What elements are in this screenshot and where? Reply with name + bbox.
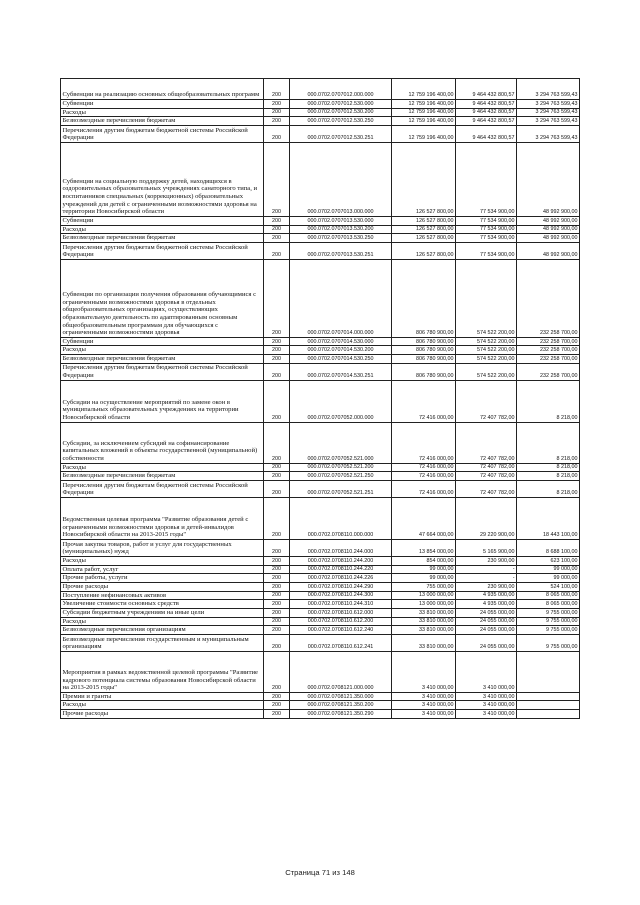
row-name-cell: Субвенции по организации получения образования обучающимися с ограниченными возможностями здоровья в отдельных общеобразовательных организациях, осуществляющих образовательную деятельность по адаптированным основным общеобразовательным программам для обучающихся с ограниченными возможностями здоровья <box>61 259 264 337</box>
row-executed-amount-cell: 24 055 000,00 <box>456 626 517 635</box>
row-executed-amount-cell: 574 522 200,00 <box>456 363 517 380</box>
row-group-code-cell: 200 <box>264 79 290 100</box>
row-approved-amount-cell: 33 810 000,00 <box>392 608 456 617</box>
row-approved-amount-cell: 126 527 800,00 <box>392 234 456 243</box>
row-name-cell: Перечисления другим бюджетам бюджетной системы Российской Федерации <box>61 125 264 142</box>
row-classification-code-cell: 000.0702.0708110.000.000 <box>290 498 392 540</box>
row-approved-amount-cell: 47 664 000,00 <box>392 498 456 540</box>
row-unexecuted-amount-cell: 8 065 000,00 <box>517 591 580 600</box>
row-classification-code-cell: 000.0702.0708110.612.241 <box>290 634 392 651</box>
table-row <box>61 355 580 364</box>
row-classification-code-cell: 000.0702.0707014.000.000 <box>290 259 392 337</box>
row-approved-amount-cell: 13 854 000,00 <box>392 540 456 557</box>
row-group-code-cell: 200 <box>264 363 290 380</box>
row-unexecuted-amount-cell: 623 100,00 <box>517 557 580 566</box>
row-executed-amount-cell: 77 534 900,00 <box>456 242 517 259</box>
row-unexecuted-amount-cell: 232 258 700,00 <box>517 346 580 355</box>
table-row <box>61 692 580 701</box>
row-unexecuted-amount-cell: 48 992 900,00 <box>517 225 580 234</box>
table-row <box>61 125 580 142</box>
row-classification-code-cell: 000.0702.0707052.521.251 <box>290 481 392 498</box>
row-group-code-cell: 200 <box>264 582 290 591</box>
table-row <box>61 565 580 574</box>
row-group-code-cell: 200 <box>264 422 290 463</box>
row-approved-amount-cell: 12 759 196 400,00 <box>392 117 456 126</box>
row-unexecuted-amount-cell: 524 100,00 <box>517 582 580 591</box>
row-group-code-cell: 200 <box>264 463 290 472</box>
row-approved-amount-cell: 806 780 900,00 <box>392 259 456 337</box>
budget-execution-table <box>60 78 580 719</box>
row-executed-amount-cell: 230 900,00 <box>456 557 517 566</box>
row-executed-amount-cell: 574 522 200,00 <box>456 355 517 364</box>
page-number-footer: Страница 71 из 148 <box>285 868 355 877</box>
row-name-cell: Расходы <box>61 701 264 710</box>
row-classification-code-cell: 000.0702.0708110.244.226 <box>290 574 392 583</box>
row-name-cell: Перечисления другим бюджетам бюджетной системы Российской Федерации <box>61 481 264 498</box>
row-group-code-cell: 200 <box>264 125 290 142</box>
row-classification-code-cell: 000.0702.0708110.244.000 <box>290 540 392 557</box>
row-approved-amount-cell: 755 000,00 <box>392 582 456 591</box>
row-name-cell: Субвенции <box>61 100 264 109</box>
row-approved-amount-cell: 3 410 000,00 <box>392 692 456 701</box>
row-classification-code-cell: 000.0702.0707012.530.251 <box>290 125 392 142</box>
row-group-code-cell: 200 <box>264 557 290 566</box>
row-name-cell: Расходы <box>61 617 264 626</box>
row-classification-code-cell: 000.0702.0708110.244.200 <box>290 557 392 566</box>
table-row <box>61 591 580 600</box>
table-row <box>61 422 580 463</box>
row-group-code-cell: 200 <box>264 225 290 234</box>
row-name-cell: Расходы <box>61 225 264 234</box>
row-executed-amount-cell: - <box>456 565 517 574</box>
row-executed-amount-cell: 3 410 000,00 <box>456 692 517 701</box>
row-name-cell: Прочие расходы <box>61 582 264 591</box>
row-name-cell: Субвенции <box>61 216 264 225</box>
table-row <box>61 634 580 651</box>
row-approved-amount-cell: 126 527 800,00 <box>392 242 456 259</box>
row-approved-amount-cell: 72 416 000,00 <box>392 472 456 481</box>
row-approved-amount-cell: 854 000,00 <box>392 557 456 566</box>
row-group-code-cell: 200 <box>264 701 290 710</box>
row-unexecuted-amount-cell: 9 755 000,00 <box>517 617 580 626</box>
row-group-code-cell: 200 <box>264 565 290 574</box>
row-approved-amount-cell: 806 780 900,00 <box>392 355 456 364</box>
row-classification-code-cell: 000.0702.0707012.530.200 <box>290 108 392 117</box>
row-name-cell: Субсидии на осуществление мероприятий по замене окон в муниципальных образовательных учреждениях на территории Новосибирской области <box>61 380 264 422</box>
row-unexecuted-amount-cell: 8 688 100,00 <box>517 540 580 557</box>
table-row <box>61 337 580 346</box>
row-classification-code-cell: 000.0702.0708121.350.290 <box>290 710 392 719</box>
row-approved-amount-cell: 806 780 900,00 <box>392 363 456 380</box>
row-group-code-cell: 200 <box>264 259 290 337</box>
row-group-code-cell: 200 <box>264 142 290 216</box>
row-name-cell: Прочие работы, услуги <box>61 574 264 583</box>
row-unexecuted-amount-cell <box>517 710 580 719</box>
row-unexecuted-amount-cell: 48 992 900,00 <box>517 234 580 243</box>
table-row <box>61 626 580 635</box>
row-approved-amount-cell: 99 000,00 <box>392 565 456 574</box>
row-approved-amount-cell: 99 000,00 <box>392 574 456 583</box>
row-unexecuted-amount-cell: 3 294 763 599,43 <box>517 79 580 100</box>
row-unexecuted-amount-cell <box>517 692 580 701</box>
table-row <box>61 234 580 243</box>
row-unexecuted-amount-cell: 232 258 700,00 <box>517 337 580 346</box>
row-name-cell: Субсидии бюджетным учреждениям на иные цели <box>61 608 264 617</box>
row-approved-amount-cell: 806 780 900,00 <box>392 337 456 346</box>
row-name-cell: Расходы <box>61 463 264 472</box>
table-row <box>61 710 580 719</box>
row-group-code-cell: 200 <box>264 540 290 557</box>
row-approved-amount-cell: 13 000 000,00 <box>392 600 456 609</box>
row-executed-amount-cell: 72 407 782,00 <box>456 463 517 472</box>
row-approved-amount-cell: 806 780 900,00 <box>392 346 456 355</box>
row-unexecuted-amount-cell: 8 065 000,00 <box>517 600 580 609</box>
table-body <box>61 79 580 719</box>
row-name-cell: Премии и гранты <box>61 692 264 701</box>
table-row <box>61 600 580 609</box>
table-row <box>61 472 580 481</box>
row-unexecuted-amount-cell: 8 218,00 <box>517 380 580 422</box>
row-approved-amount-cell: 33 810 000,00 <box>392 634 456 651</box>
row-group-code-cell: 200 <box>264 216 290 225</box>
row-unexecuted-amount-cell: 3 294 763 599,43 <box>517 117 580 126</box>
row-classification-code-cell: 000.0702.0708121.350.200 <box>290 701 392 710</box>
row-name-cell: Поступление нефинансовых активов <box>61 591 264 600</box>
row-group-code-cell: 200 <box>264 481 290 498</box>
row-unexecuted-amount-cell <box>517 701 580 710</box>
row-classification-code-cell: 000.0702.0707052.521.200 <box>290 463 392 472</box>
row-executed-amount-cell: 4 935 000,00 <box>456 591 517 600</box>
row-group-code-cell: 200 <box>264 651 290 692</box>
row-name-cell: Безвозмездные перечисления бюджетам <box>61 472 264 481</box>
row-classification-code-cell: 000.0702.0708110.244.310 <box>290 600 392 609</box>
row-group-code-cell: 200 <box>264 100 290 109</box>
row-executed-amount-cell: 72 407 782,00 <box>456 380 517 422</box>
table-row <box>61 363 580 380</box>
row-group-code-cell: 200 <box>264 234 290 243</box>
table-row <box>61 142 580 216</box>
row-unexecuted-amount-cell: 9 755 000,00 <box>517 634 580 651</box>
row-approved-amount-cell: 12 759 196 400,00 <box>392 108 456 117</box>
row-unexecuted-amount-cell: 9 755 000,00 <box>517 626 580 635</box>
row-executed-amount-cell: 29 220 900,00 <box>456 498 517 540</box>
row-executed-amount-cell: 4 935 000,00 <box>456 600 517 609</box>
row-unexecuted-amount-cell: 8 218,00 <box>517 481 580 498</box>
row-unexecuted-amount-cell: 3 294 763 599,43 <box>517 100 580 109</box>
row-unexecuted-amount-cell: 232 258 700,00 <box>517 355 580 364</box>
row-group-code-cell: 200 <box>264 692 290 701</box>
row-name-cell: Субвенции на реализацию основных общеобразовательных программ <box>61 79 264 100</box>
row-group-code-cell: 200 <box>264 608 290 617</box>
row-group-code-cell: 200 <box>264 355 290 364</box>
row-classification-code-cell: 000.0702.0708110.244.220 <box>290 565 392 574</box>
row-approved-amount-cell: 13 000 000,00 <box>392 591 456 600</box>
table-row <box>61 79 580 100</box>
row-classification-code-cell: 000.0702.0708110.244.300 <box>290 591 392 600</box>
row-group-code-cell: 200 <box>264 600 290 609</box>
row-group-code-cell: 200 <box>264 337 290 346</box>
row-approved-amount-cell: 72 416 000,00 <box>392 463 456 472</box>
row-executed-amount-cell: 9 464 432 800,57 <box>456 108 517 117</box>
row-name-cell: Увеличение стоимости основных средств <box>61 600 264 609</box>
row-unexecuted-amount-cell: 48 992 900,00 <box>517 216 580 225</box>
row-name-cell: Ведомственная целевая программа "Развитие образования детей с ограниченными возможностями здоровья и детей-инвалидов Новосибирской области на 2013-2015 годы" <box>61 498 264 540</box>
row-classification-code-cell: 000.0702.0707052.000.000 <box>290 380 392 422</box>
row-approved-amount-cell: 3 410 000,00 <box>392 651 456 692</box>
row-group-code-cell: 200 <box>264 710 290 719</box>
row-classification-code-cell: 000.0702.0708121.350.000 <box>290 692 392 701</box>
table-row <box>61 617 580 626</box>
row-classification-code-cell: 000.0702.0708110.612.200 <box>290 617 392 626</box>
row-name-cell: Расходы <box>61 108 264 117</box>
row-unexecuted-amount-cell: 232 258 700,00 <box>517 259 580 337</box>
row-executed-amount-cell: - <box>456 574 517 583</box>
row-unexecuted-amount-cell: 8 218,00 <box>517 472 580 481</box>
row-name-cell: Расходы <box>61 346 264 355</box>
row-unexecuted-amount-cell: 3 294 763 599,43 <box>517 125 580 142</box>
row-classification-code-cell: 000.0702.0708110.612.240 <box>290 626 392 635</box>
row-name-cell: Безвозмездные перечисления бюджетам <box>61 234 264 243</box>
row-classification-code-cell: 000.0702.0707013.530.000 <box>290 216 392 225</box>
row-classification-code-cell: 000.0702.0707012.530.000 <box>290 100 392 109</box>
row-classification-code-cell: 000.0702.0707013.530.251 <box>290 242 392 259</box>
row-approved-amount-cell: 3 410 000,00 <box>392 701 456 710</box>
row-name-cell: Перечисления другим бюджетам бюджетной системы Российской Федерации <box>61 242 264 259</box>
row-group-code-cell: 200 <box>264 472 290 481</box>
row-approved-amount-cell: 3 410 000,00 <box>392 710 456 719</box>
row-executed-amount-cell: 3 410 000,00 <box>456 710 517 719</box>
row-executed-amount-cell: 72 407 782,00 <box>456 481 517 498</box>
row-executed-amount-cell: 24 055 000,00 <box>456 634 517 651</box>
table-row <box>61 108 580 117</box>
row-executed-amount-cell: 5 165 900,00 <box>456 540 517 557</box>
row-group-code-cell: 200 <box>264 346 290 355</box>
row-name-cell: Безвозмездные перечисления бюджетам <box>61 117 264 126</box>
table-row <box>61 701 580 710</box>
row-name-cell: Прочие расходы <box>61 710 264 719</box>
row-approved-amount-cell: 72 416 000,00 <box>392 422 456 463</box>
row-approved-amount-cell: 126 527 800,00 <box>392 142 456 216</box>
row-classification-code-cell: 000.0702.0708110.244.290 <box>290 582 392 591</box>
row-group-code-cell: 200 <box>264 574 290 583</box>
row-unexecuted-amount-cell: 48 992 900,00 <box>517 142 580 216</box>
table-row <box>61 557 580 566</box>
row-classification-code-cell: 000.0702.0707013.000.000 <box>290 142 392 216</box>
row-unexecuted-amount-cell <box>517 651 580 692</box>
table-row <box>61 380 580 422</box>
row-name-cell: Прочая закупка товаров, работ и услуг для государственных (муниципальных) нужд <box>61 540 264 557</box>
row-executed-amount-cell: 72 407 782,00 <box>456 472 517 481</box>
table-row <box>61 540 580 557</box>
row-group-code-cell: 200 <box>264 117 290 126</box>
table-row <box>61 117 580 126</box>
table-row <box>61 100 580 109</box>
row-name-cell: Безвозмездные перечисления бюджетам <box>61 355 264 364</box>
row-executed-amount-cell: 9 464 432 800,57 <box>456 79 517 100</box>
row-unexecuted-amount-cell: 99 000,00 <box>517 565 580 574</box>
row-group-code-cell: 200 <box>264 108 290 117</box>
row-executed-amount-cell: 24 055 000,00 <box>456 608 517 617</box>
row-name-cell: Мероприятия в рамках ведомственной целевой программы "Развитие кадрового потенциала системы образования Новосибирской области на 2013-2015 годы" <box>61 651 264 692</box>
row-executed-amount-cell: 3 410 000,00 <box>456 701 517 710</box>
row-group-code-cell: 200 <box>264 242 290 259</box>
row-name-cell: Оплата работ, услуг <box>61 565 264 574</box>
table-row <box>61 651 580 692</box>
row-executed-amount-cell: 77 534 900,00 <box>456 225 517 234</box>
row-executed-amount-cell: 77 534 900,00 <box>456 234 517 243</box>
row-group-code-cell: 200 <box>264 626 290 635</box>
row-executed-amount-cell: 9 464 432 800,57 <box>456 117 517 126</box>
table-row <box>61 225 580 234</box>
row-approved-amount-cell: 33 810 000,00 <box>392 617 456 626</box>
table-row <box>61 216 580 225</box>
row-approved-amount-cell: 33 810 000,00 <box>392 626 456 635</box>
row-classification-code-cell: 000.0702.0708110.612.000 <box>290 608 392 617</box>
row-classification-code-cell: 000.0702.0707013.530.250 <box>290 234 392 243</box>
row-name-cell: Безвозмездные перечисления государственным и муниципальным организациям <box>61 634 264 651</box>
table-row <box>61 608 580 617</box>
table-row <box>61 574 580 583</box>
row-unexecuted-amount-cell: 99 000,00 <box>517 574 580 583</box>
table-row <box>61 463 580 472</box>
row-executed-amount-cell: 72 407 782,00 <box>456 422 517 463</box>
row-unexecuted-amount-cell: 8 218,00 <box>517 463 580 472</box>
row-executed-amount-cell: 77 534 900,00 <box>456 216 517 225</box>
table-row <box>61 259 580 337</box>
row-approved-amount-cell: 12 759 196 400,00 <box>392 125 456 142</box>
row-approved-amount-cell: 72 416 000,00 <box>392 481 456 498</box>
row-name-cell: Безвозмездные перечисления организациям <box>61 626 264 635</box>
row-group-code-cell: 200 <box>264 617 290 626</box>
row-name-cell: Перечисления другим бюджетам бюджетной системы Российской Федерации <box>61 363 264 380</box>
row-executed-amount-cell: 9 464 432 800,57 <box>456 125 517 142</box>
row-classification-code-cell: 000.0702.0707012.000.000 <box>290 79 392 100</box>
row-unexecuted-amount-cell: 18 443 100,00 <box>517 498 580 540</box>
row-classification-code-cell: 000.0702.0707012.530.250 <box>290 117 392 126</box>
row-executed-amount-cell: 574 522 200,00 <box>456 346 517 355</box>
row-executed-amount-cell: 24 055 000,00 <box>456 617 517 626</box>
row-unexecuted-amount-cell: 232 258 700,00 <box>517 363 580 380</box>
row-executed-amount-cell: 574 522 200,00 <box>456 337 517 346</box>
table-row <box>61 582 580 591</box>
row-group-code-cell: 200 <box>264 634 290 651</box>
row-approved-amount-cell: 126 527 800,00 <box>392 225 456 234</box>
table-row <box>61 481 580 498</box>
row-classification-code-cell: 000.0702.0707013.530.200 <box>290 225 392 234</box>
row-classification-code-cell: 000.0702.0707014.530.251 <box>290 363 392 380</box>
row-name-cell: Субвенции на социальную поддержку детей, находящихся в оздоровительных образовательных учреждениях санаторного типа, и воспитанников специальных (коррекционных) образовательных учреждений для детей с ограниченными возможностями здоровья на территории Новосибирской области <box>61 142 264 216</box>
row-classification-code-cell: 000.0702.0707014.530.200 <box>290 346 392 355</box>
row-group-code-cell: 200 <box>264 498 290 540</box>
row-name-cell: Расходы <box>61 557 264 566</box>
row-classification-code-cell: 000.0702.0707014.530.000 <box>290 337 392 346</box>
row-classification-code-cell: 000.0702.0707052.521.000 <box>290 422 392 463</box>
row-executed-amount-cell: 9 464 432 800,57 <box>456 100 517 109</box>
row-executed-amount-cell: 77 534 900,00 <box>456 142 517 216</box>
row-approved-amount-cell: 72 416 000,00 <box>392 380 456 422</box>
table-row <box>61 346 580 355</box>
row-name-cell: Субвенции <box>61 337 264 346</box>
row-approved-amount-cell: 12 759 196 400,00 <box>392 100 456 109</box>
row-approved-amount-cell: 12 759 196 400,00 <box>392 79 456 100</box>
row-approved-amount-cell: 126 527 800,00 <box>392 216 456 225</box>
row-name-cell: Субсидии, за исключением субсидий на софинансирование капитальных вложений в объекты государственной (муниципальной) собственности <box>61 422 264 463</box>
table-row <box>61 498 580 540</box>
row-unexecuted-amount-cell: 3 294 763 599,43 <box>517 108 580 117</box>
row-unexecuted-amount-cell: 8 218,00 <box>517 422 580 463</box>
row-group-code-cell: 200 <box>264 380 290 422</box>
row-group-code-cell: 200 <box>264 591 290 600</box>
row-executed-amount-cell: 3 410 000,00 <box>456 651 517 692</box>
row-executed-amount-cell: 230 900,00 <box>456 582 517 591</box>
row-classification-code-cell: 000.0702.0707052.521.250 <box>290 472 392 481</box>
row-executed-amount-cell: 574 522 200,00 <box>456 259 517 337</box>
row-unexecuted-amount-cell: 48 992 900,00 <box>517 242 580 259</box>
table-row <box>61 242 580 259</box>
row-unexecuted-amount-cell: 9 755 000,00 <box>517 608 580 617</box>
row-classification-code-cell: 000.0702.0707014.530.250 <box>290 355 392 364</box>
row-classification-code-cell: 000.0702.0708121.000.000 <box>290 651 392 692</box>
